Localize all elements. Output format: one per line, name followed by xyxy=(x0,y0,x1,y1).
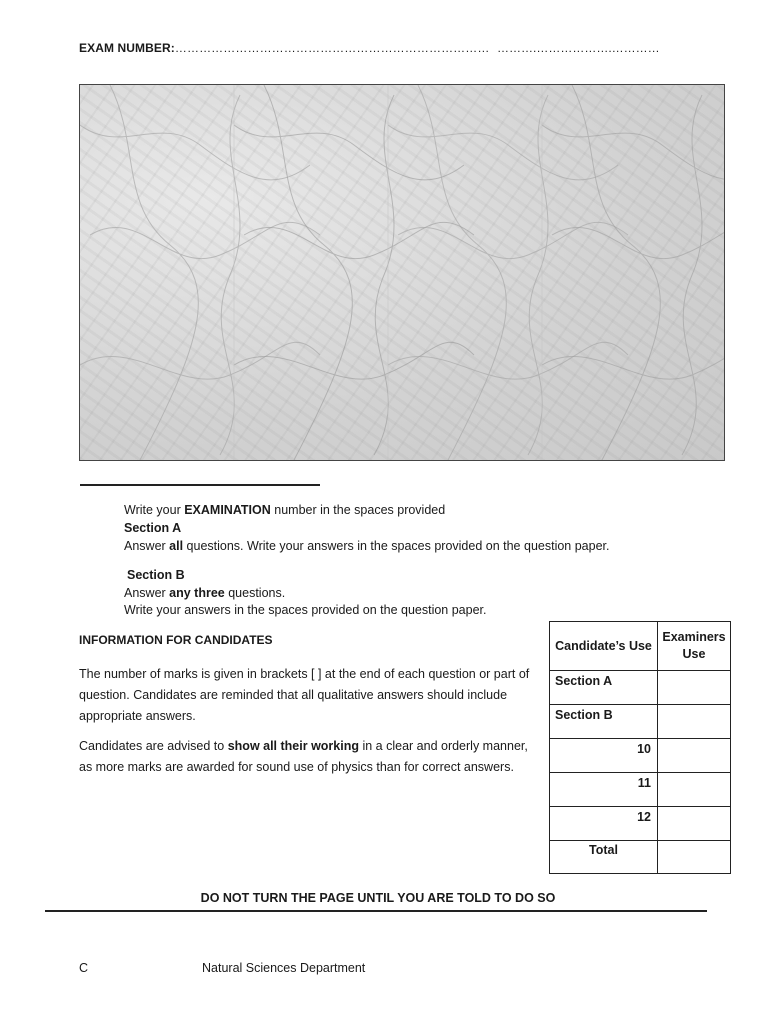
exam-number-label-line xyxy=(79,41,489,55)
examiner-mark-cell[interactable] xyxy=(658,773,731,807)
examiner-mark-cell[interactable] xyxy=(658,807,731,841)
marble-veins xyxy=(80,85,724,460)
exam-number-field[interactable]: …………………………………………………………………… xyxy=(174,41,490,55)
info-text: in a clear and orderly manner, as more marks are awarded for sound use of physics than for correct answers. xyxy=(79,739,528,774)
total-mark-cell[interactable] xyxy=(658,841,731,874)
footer-code: C xyxy=(79,961,89,975)
instruction-text: Answer xyxy=(124,539,170,553)
section-a-title: Section A xyxy=(124,521,182,535)
info-text: Candidates are advised to xyxy=(79,739,228,753)
divider-short xyxy=(80,484,320,486)
section-b-instruction xyxy=(124,584,285,602)
instruction-examination-number xyxy=(124,501,445,519)
instruction-emphasis: EXAMINATION xyxy=(184,503,271,517)
table-row xyxy=(550,773,731,807)
do-not-turn-notice: DO NOT TURN THE PAGE UNTIL YOU ARE TOLD TO DO SO xyxy=(200,891,556,905)
info-paragraph-2 xyxy=(79,736,534,778)
instruction-text: Answer xyxy=(124,586,170,600)
marks-table xyxy=(549,621,731,874)
table-row xyxy=(550,705,731,739)
row-label: Section B xyxy=(550,705,658,739)
info-emphasis: show all their working xyxy=(227,739,359,753)
info-title: INFORMATION FOR CANDIDATES xyxy=(79,633,273,647)
divider-long xyxy=(45,910,707,912)
table-row-total xyxy=(550,841,731,874)
instruction-text: questions. xyxy=(224,586,286,600)
table-row xyxy=(550,807,731,841)
table-row xyxy=(550,739,731,773)
marble-texture-box xyxy=(79,84,725,461)
section-b-title: Section B xyxy=(127,568,185,582)
examiners-use-header: Examiners Use xyxy=(658,622,731,671)
instruction-emphasis: any three xyxy=(169,586,225,600)
table-row xyxy=(550,671,731,705)
examiner-mark-cell[interactable] xyxy=(658,705,731,739)
section-a-instruction xyxy=(124,537,609,555)
candidates-use-header: Candidate’s Use xyxy=(550,622,658,671)
row-label: 12 xyxy=(550,807,658,841)
row-label: 10 xyxy=(550,739,658,773)
secondary-number-field[interactable]: ……….……………….………… xyxy=(497,41,660,55)
footer-department: Natural Sciences Department xyxy=(202,961,366,975)
instruction-text: questions. Write your answers in the spaces provided on the question paper. xyxy=(183,539,610,553)
info-paragraph-1: The number of marks is given in brackets [ ] at the end of each question or part of question. Candidates are reminded that all qualitative answers should include appropriate answers. xyxy=(79,667,530,723)
instruction-text: number in the spaces provided xyxy=(270,503,446,517)
section-b-instruction-line2: Write your answers in the spaces provided on the question paper. xyxy=(124,603,487,617)
examiner-mark-cell[interactable] xyxy=(658,739,731,773)
instruction-text: Write your xyxy=(124,503,185,517)
table-header-row xyxy=(550,622,731,671)
examiner-mark-cell[interactable] xyxy=(658,671,731,705)
row-label: 11 xyxy=(550,773,658,807)
exam-number-label: EXAM NUMBER: xyxy=(79,41,175,55)
instruction-emphasis: all xyxy=(169,539,184,553)
row-label: Section A xyxy=(550,671,658,705)
total-label: Total xyxy=(550,841,658,874)
